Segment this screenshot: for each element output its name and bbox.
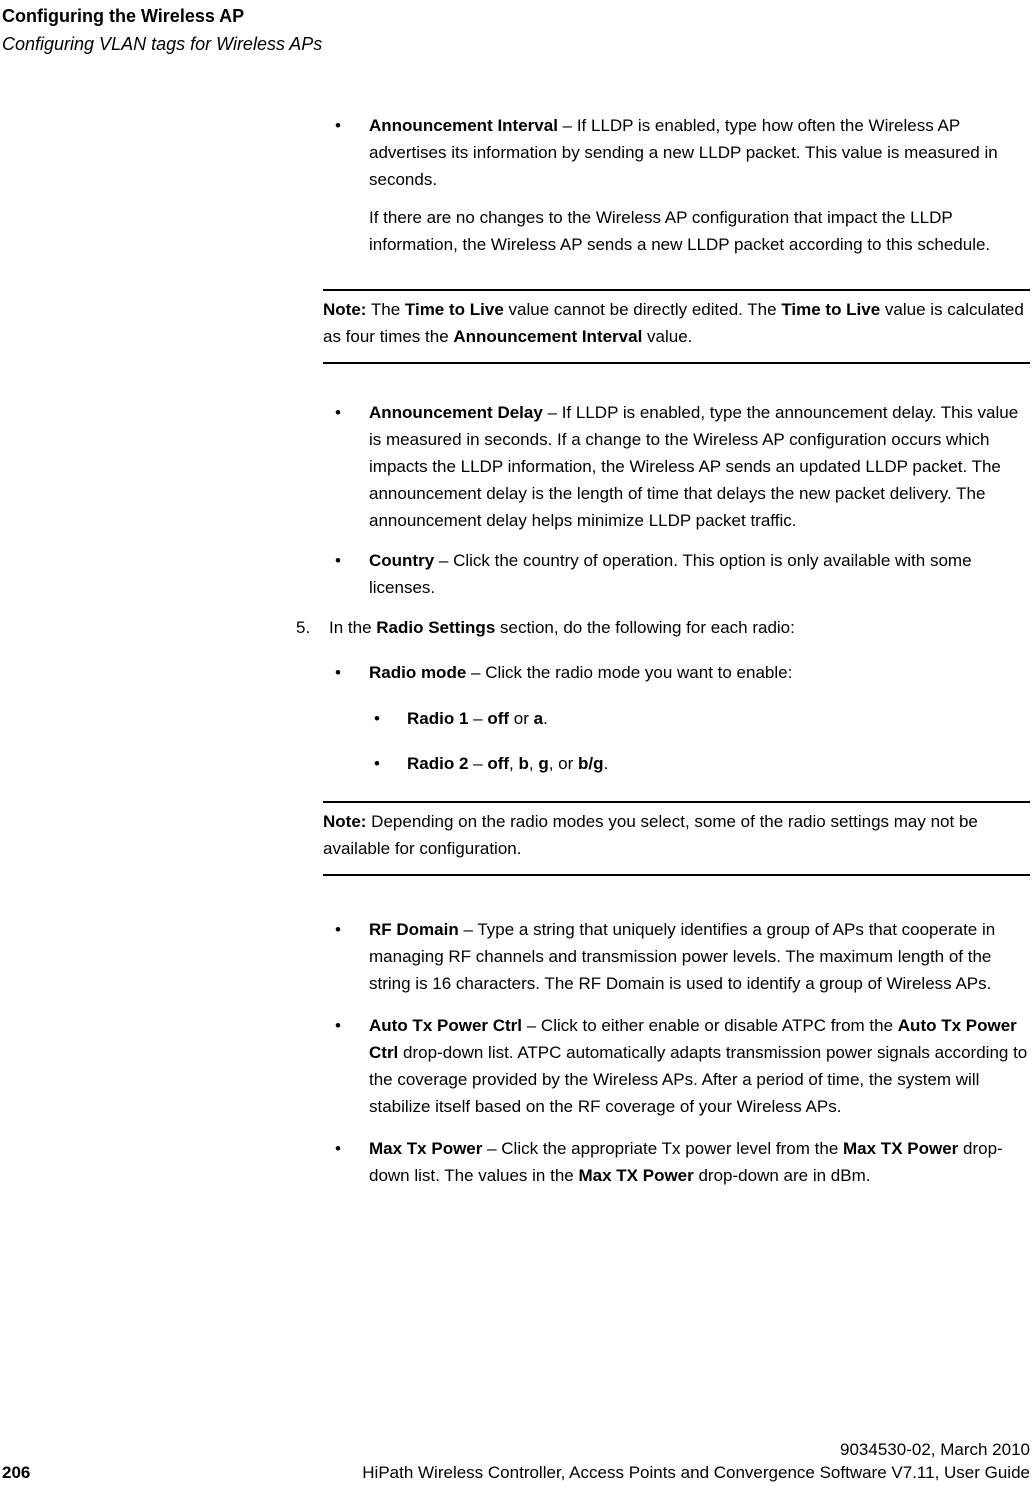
bullet-icon: • (335, 116, 341, 135)
bullet-item-announcement-delay (296, 399, 1030, 534)
bullet-item-radio-mode (296, 659, 1030, 686)
bullet-item-country (296, 547, 1030, 601)
footer-bottom-row (2, 1461, 1030, 1484)
bullet-icon: • (335, 551, 341, 570)
document-reference: 9034530-02, March 2010 (840, 1440, 1030, 1459)
note-text: Note: Depending on the radio modes you select, some of the radio settings may not be available for configuration. (323, 812, 978, 858)
page-footer (2, 1438, 1030, 1484)
bullet-icon: • (374, 709, 380, 728)
sub-bullet-item-radio-1 (296, 705, 1030, 732)
bullet-text: Radio 1 – off or a. (407, 709, 548, 728)
bullet-text: Radio mode – Click the radio mode you want to enable: (369, 663, 793, 682)
body-text-column (296, 112, 1030, 1189)
bullet-icon: • (335, 403, 341, 422)
bullet-icon: • (335, 1139, 341, 1158)
bullet-text: Announcement Interval – If LLDP is enabled, type how often the Wireless AP advertises its information by sending a new LLDP packet. This value is measured in seconds. (369, 116, 998, 189)
bullet-text: Radio 2 – off, b, g, or b/g. (407, 754, 609, 773)
chapter-title: Configuring the Wireless AP (2, 6, 245, 26)
note-box-time-to-live (323, 289, 1030, 364)
step-text: In the Radio Settings section, do the following for each radio: (329, 618, 795, 637)
bullet-icon: • (335, 663, 341, 682)
bullet-item-announcement-interval (296, 112, 1030, 193)
bullet-item-rf-domain (296, 916, 1030, 997)
page-header (2, 2, 1030, 58)
bullet-icon: • (335, 1016, 341, 1035)
note-box-radio-modes (323, 801, 1030, 876)
bullet-icon: • (335, 920, 341, 939)
bullet-text: Announcement Delay – If LLDP is enabled, type the announcement delay. This value is measured in seconds. If a change to the Wireless AP configuration occurs which impacts the LLDP information, the Wireless AP sends an updated LLDP packet. The announcement delay is the length of time that delays the new packet delivery. The announcement delay helps minimize LLDP packet traffic. (369, 403, 1019, 530)
bullet-text: Max Tx Power – Click the appropriate Tx power level from the Max TX Power drop-down list. The values in the Max TX Power drop-down are in dBm. (369, 1139, 1003, 1185)
bullet-text: Auto Tx Power Ctrl – Click to either enable or disable ATPC from the Auto Tx Power Ctrl drop-down list. ATPC automatically adapts transmission power signals according to the coverage provided by the Wireless APs. After a period of time, the system will stabilize itself based on the RF coverage of your Wireless APs. (369, 1016, 1028, 1116)
guide-title: HiPath Wireless Controller, Access Points and Convergence Software V7.11, User Guide (362, 1463, 1030, 1482)
sub-bullet-item-radio-2 (296, 750, 1030, 777)
bullet-text: RF Domain – Type a string that uniquely identifies a group of APs that cooperate in managing RF channels and transmission power levels. The maximum length of the string is 16 characters. The RF Domain is used to identify a group of Wireless APs. (369, 920, 996, 993)
step-number: 5. (296, 618, 311, 637)
bullet-item-max-tx-power (296, 1135, 1030, 1189)
bullet-text: Country – Click the country of operation. This option is only available with some licenses. (369, 551, 972, 597)
page-number: 206 (2, 1463, 31, 1482)
numbered-step-5 (296, 614, 1030, 641)
bullet-icon: • (374, 754, 380, 773)
section-subtitle: Configuring VLAN tags for Wireless APs (2, 34, 323, 54)
note-text: Note: The Time to Live value cannot be directly edited. The Time to Live value is calculated as four times the Announcement Interval value. (323, 300, 1024, 346)
bullet-item-auto-tx-power-ctrl (296, 1012, 1030, 1120)
paragraph-text: If there are no changes to the Wireless AP configuration that impact the LLDP information, the Wireless AP sends a new LLDP packet according to this schedule. (369, 208, 991, 254)
paragraph-no-changes (296, 204, 1030, 258)
